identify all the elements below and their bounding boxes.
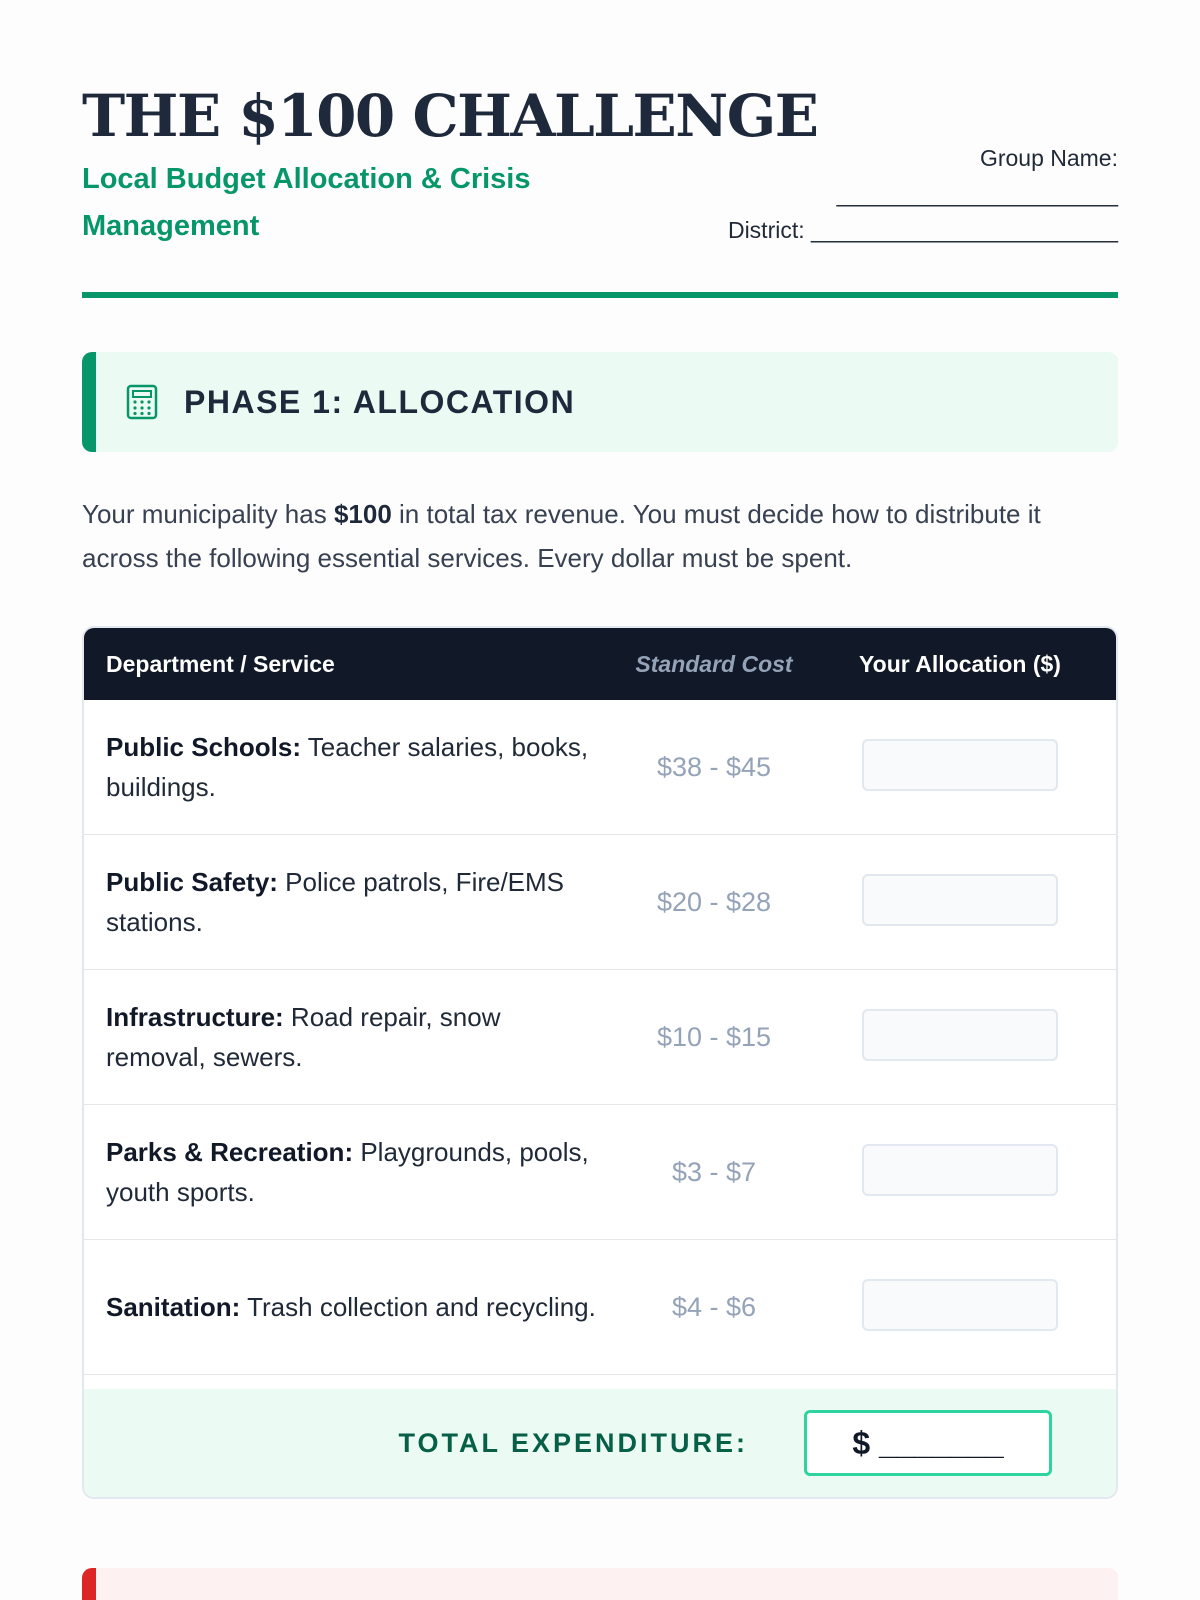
total-expenditure-field[interactable]: $ _______ <box>804 1410 1052 1476</box>
phase-2-banner <box>82 1568 1118 1600</box>
allocation-input[interactable] <box>862 874 1058 926</box>
district-field[interactable]: District: ________________________ <box>727 217 1118 243</box>
department-description: Road repair, snow removal, sewers. <box>106 1002 501 1072</box>
intro-amount: $100 <box>333 499 392 529</box>
department-cell <box>84 727 624 807</box>
worksheet-header <box>82 0 1118 298</box>
department-cell <box>84 862 624 942</box>
department-description: Trash collection and recycling. <box>240 1292 596 1322</box>
department-name: Sanitation: <box>106 1292 241 1322</box>
department-name: Parks & Recreation: <box>106 1137 354 1167</box>
intro-text-end: in total tax revenue. You must decide how to distribute it across the following essential services. Every dollar must be spent. <box>82 499 1041 573</box>
table-row <box>84 700 1116 835</box>
allocation-input[interactable] <box>862 739 1058 791</box>
department-description: Police patrols, Fire/EMS stations. <box>106 867 565 937</box>
group-info-fields <box>698 140 1118 248</box>
table-row <box>84 970 1116 1105</box>
phase-1-banner <box>82 352 1118 452</box>
allocation-input[interactable] <box>862 1279 1058 1331</box>
standard-cost-cell: $10 - $15 <box>656 1021 772 1052</box>
total-expenditure-label: TOTAL EXPENDITURE: <box>398 1427 748 1458</box>
header-allocation: Your Allocation ($) <box>859 650 1061 677</box>
department-description: Teacher salaries, books, buildings. <box>106 732 589 802</box>
header-standard-cost: Standard Cost <box>635 650 793 677</box>
allocation-cell <box>804 739 1116 796</box>
table-row <box>84 1105 1116 1240</box>
department-name: Public Safety: <box>106 867 278 897</box>
header-department: Department / Service <box>106 650 335 677</box>
page-subtitle: Local Budget Allocation & Crisis Management <box>82 163 531 242</box>
allocation-input[interactable] <box>862 1144 1058 1196</box>
allocation-cell <box>804 1009 1116 1066</box>
department-name: Infrastructure: <box>106 1002 284 1032</box>
allocation-input[interactable] <box>862 1009 1058 1061</box>
table-header <box>84 628 1116 700</box>
budget-table <box>82 626 1118 1499</box>
table-row <box>84 835 1116 970</box>
standard-cost-cell: $38 - $45 <box>656 751 772 782</box>
department-cell <box>84 997 624 1077</box>
group-name-label: Group Name: <box>979 145 1118 171</box>
intro-text-start: Your municipality has <box>82 499 334 529</box>
phase-1-title: PHASE 1: ALLOCATION <box>184 383 576 420</box>
department-name: Public Schools: <box>106 732 302 762</box>
table-row <box>84 1240 1116 1375</box>
allocation-cell <box>804 874 1116 931</box>
phase-1-intro <box>82 492 1118 580</box>
department-description: Playgrounds, pools, youth sports. <box>106 1137 589 1207</box>
standard-cost-cell: $3 - $7 <box>671 1156 757 1187</box>
page-title: THE $100 CHALLENGE <box>82 82 818 150</box>
department-cell <box>84 1132 624 1212</box>
standard-cost-cell: $4 - $6 <box>671 1291 757 1322</box>
allocation-cell <box>804 1144 1116 1201</box>
group-name-field[interactable]: ______________________ <box>836 181 1118 207</box>
calculator-icon <box>126 384 158 420</box>
standard-cost-cell: $20 - $28 <box>656 886 772 917</box>
department-cell <box>84 1287 624 1327</box>
allocation-cell <box>804 1279 1116 1336</box>
total-expenditure-row <box>84 1389 1116 1497</box>
